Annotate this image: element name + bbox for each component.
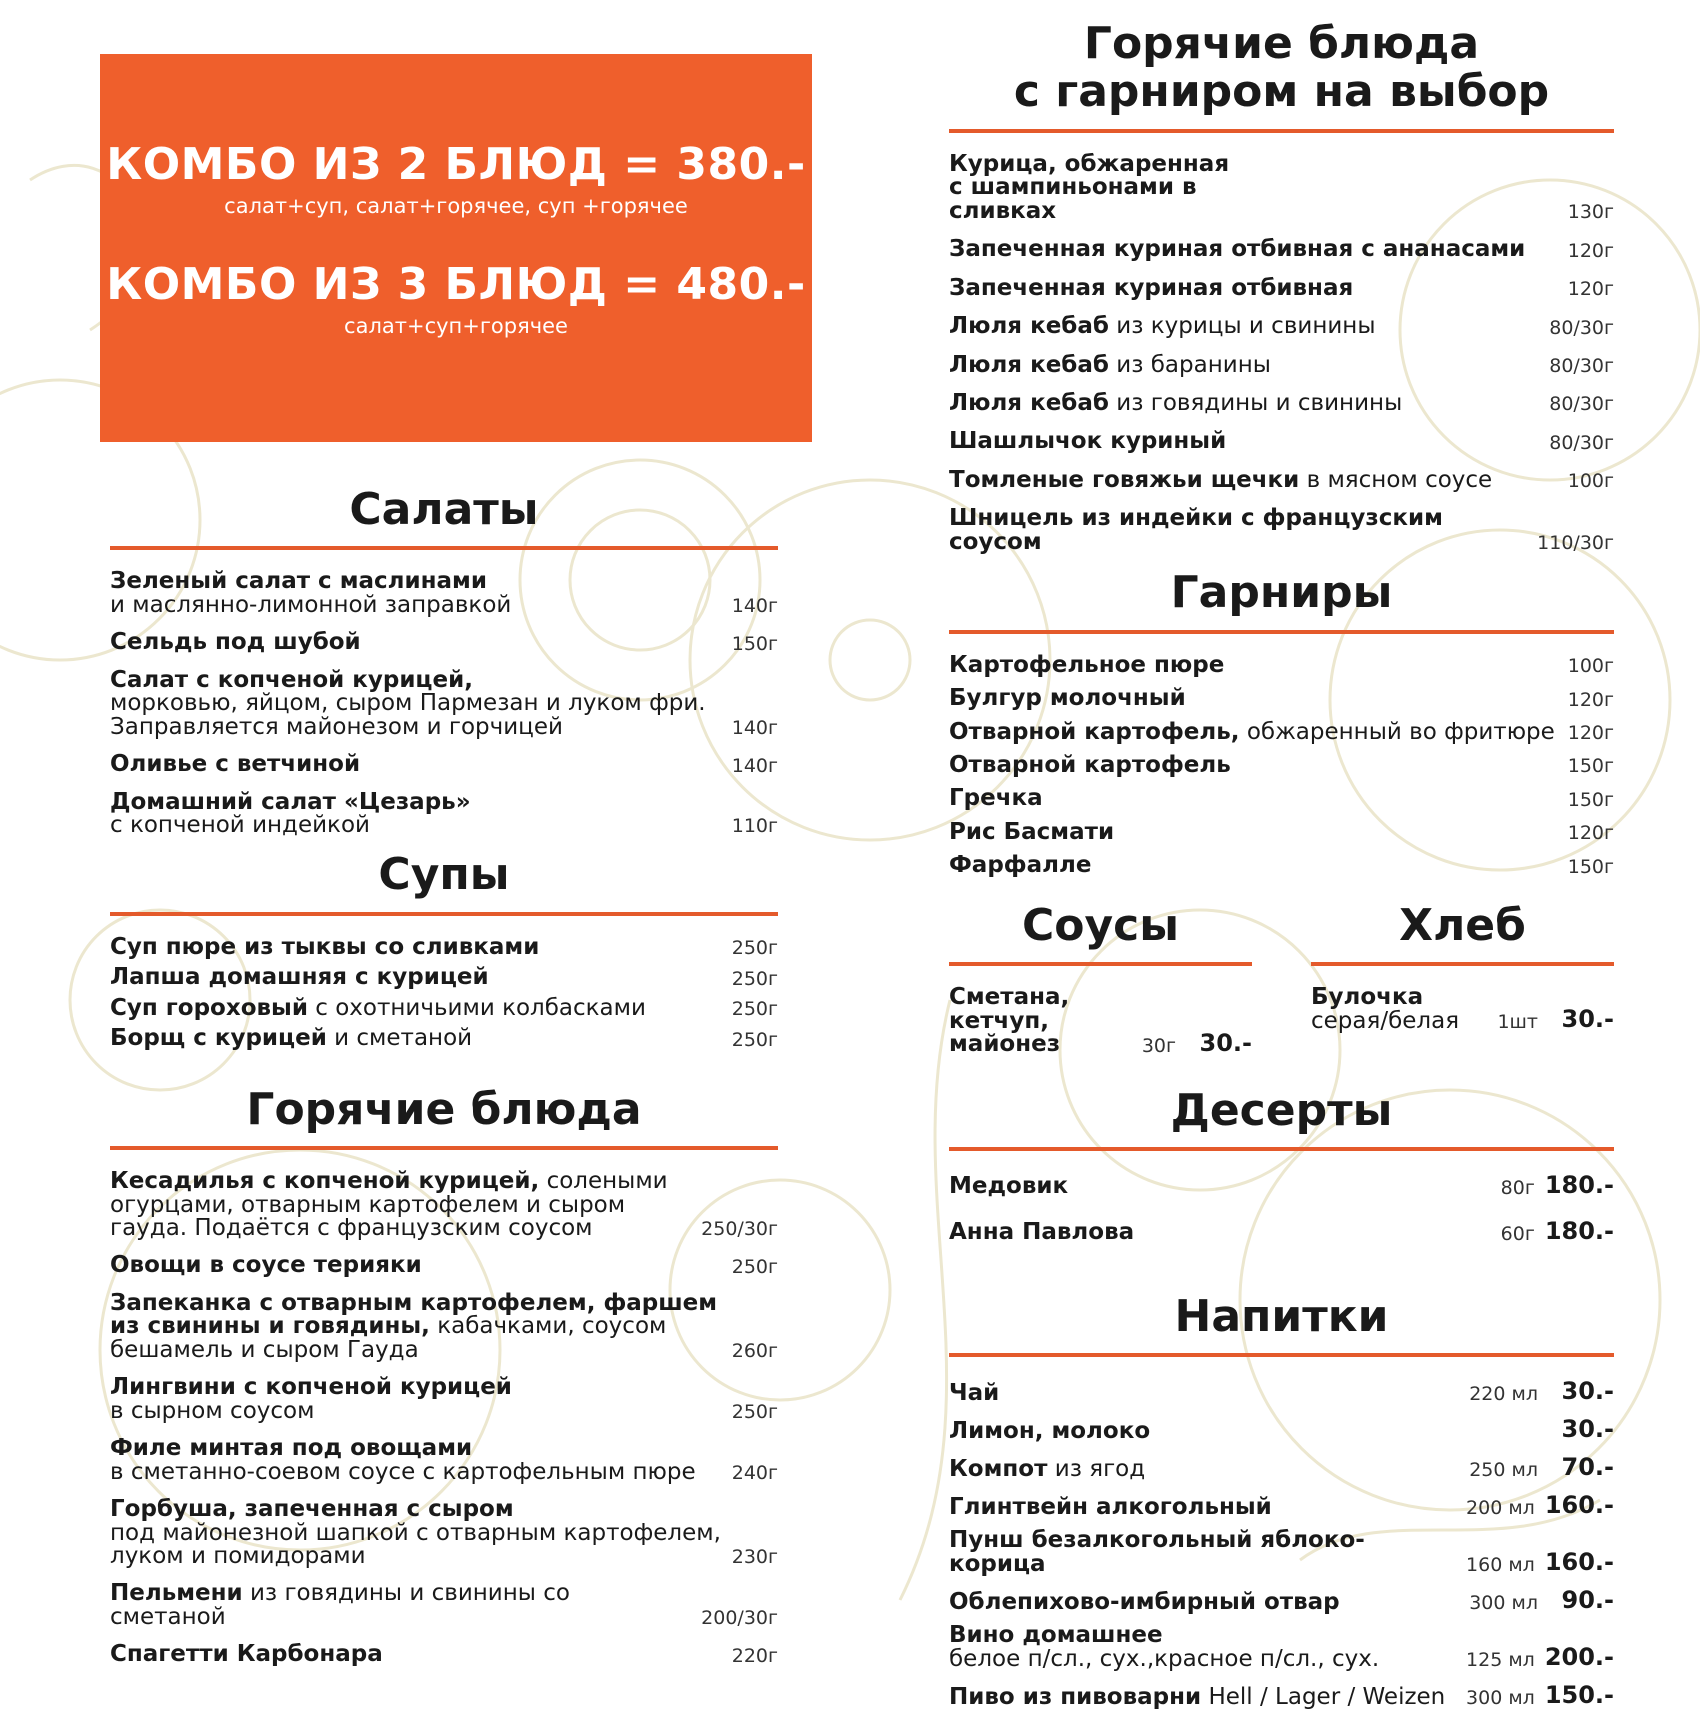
item-weight: 30г [1141,1034,1176,1057]
item-weight: 220 мл [1469,1383,1538,1406]
item-name: Салат с копченой курицей, [110,666,473,693]
sauces-block [949,899,1252,1071]
right-column [949,20,1614,1719]
item-name: Овощи в соусе терияки [110,1252,422,1279]
hot-with-side-title-line2: с гарниром на выбор [1013,66,1550,118]
item-weight: 80/30г [1549,431,1614,454]
item-desc: обжаренный во фритюре [1246,718,1555,745]
menu-item [110,1376,778,1423]
soups-rule [110,912,778,916]
item-weight: 250г [731,1401,778,1424]
soups-list [110,933,778,1052]
item-weight: 250г [731,998,778,1021]
item-name: Люля кебаб [949,351,1109,378]
item-desc: и сметаной [334,1025,473,1052]
item-name: Сельдь под шубой [110,629,361,656]
item-weight: 250 мл [1469,1459,1538,1482]
menu-item [110,1582,778,1629]
item-name: Курица, обжаренная с шампиньонами в сливках [949,150,1230,224]
item-weight: 300 мл [1466,1687,1535,1710]
menu-item [110,631,778,654]
sauces-title: Соусы [1021,899,1180,951]
item-name: Гречка [949,785,1043,812]
menu-item [949,687,1614,710]
menu-item [110,1027,778,1050]
item-name: Фарфалле [949,852,1092,879]
item-name: Спагетти Карбонара [110,1641,383,1668]
item-name: Вино домашнее [949,1622,1163,1649]
salads-rule [110,546,778,550]
item-weight: 100г [1567,655,1614,678]
item-name: Борщ с курицей [110,1025,327,1052]
menu-item [110,1289,778,1363]
menu-item [110,753,778,776]
menu-item [110,1254,778,1277]
item-weight: 220г [731,1644,778,1667]
menu-item [110,1643,778,1666]
item-weight: 260г [731,1340,778,1363]
menu-item [949,818,1614,845]
menu-item [110,966,778,989]
item-weight: 150г [1567,755,1614,778]
item-weight: 110/30г [1537,532,1614,555]
item-name: Запеканка с отварным картофелем, фаршем из свинины и говядины, [110,1289,718,1340]
combo-banner [100,54,812,442]
item-weight: 120г [1567,822,1614,845]
item-weight: 1шт [1497,1011,1538,1034]
item-desc: из говядины и свинины со сметаной [110,1580,570,1630]
sides-rule [949,630,1614,634]
left-column [106,54,806,1681]
combo-2-title: КОМБО ИЗ 2 БЛЮД = 380.- [106,139,806,190]
item-name: Отварной картофель [949,751,1231,778]
item-desc: Hell / Lager / Weizen [1208,1683,1446,1710]
combo-2-desc: салат+суп, салат+горячее, суп +горячее [224,194,688,219]
menu-item [949,986,1252,1056]
menu-item [949,1217,1614,1245]
item-weight: 120г [1567,721,1614,744]
item-weight: 150г [1567,788,1614,811]
item-price: 30.- [1199,1028,1252,1057]
hot-with-side-list [949,150,1614,555]
item-weight: 100г [1567,470,1614,493]
item-name: Компот [949,1455,1048,1482]
item-name: Домашний салат «Цезарь» [110,788,471,815]
item-weight: 230г [731,1546,778,1569]
item-name: Лингвини с копченой курицей [110,1374,512,1401]
menu-item [110,1498,778,1568]
item-weight: 120г [1567,278,1614,301]
menu-item [949,1586,1614,1614]
item-weight: 140г [731,595,778,618]
item-name: Филе минтая под овощами [110,1435,473,1462]
item-name: Оливье с ветчиной [110,751,361,778]
sides-list [949,651,1614,879]
menu-item [110,788,778,839]
item-name: Глинтвейн алкогольный [949,1493,1272,1520]
item-weight: 200/30г [701,1607,778,1630]
item-name: Отварной картофель, [949,718,1240,745]
sauces-bread-row [949,899,1614,1071]
item-name: Пельмени [110,1580,243,1607]
item-weight: 130г [1567,201,1614,224]
menu-item [949,466,1614,493]
item-weight: 250г [731,1028,778,1051]
item-weight: 140г [731,717,778,740]
item-desc: с копченой индейкой [110,812,370,839]
item-name: Пиво из пивоварни [949,1683,1202,1710]
item-weight: 150г [731,632,778,655]
item-price: 180.- [1544,1216,1614,1245]
item-weight: 120г [1567,688,1614,711]
item-name: Запеченная куриная отбивная [949,274,1354,301]
menu-item [949,751,1614,778]
item-weight: 160 мл [1466,1554,1535,1577]
item-name: Лапша домашняя с курицей [110,964,489,991]
item-name: Чай [949,1379,1000,1406]
item-name: Булгур молочный [949,685,1186,712]
hot-dishes-rule [110,1146,778,1150]
salads-title: Салаты [349,484,539,535]
item-desc: солеными огурцами, отварным картофелем и сыром гауда. Подаётся с французским соусом [110,1168,668,1241]
item-weight: 80г [1500,1176,1535,1199]
item-name: Картофельное пюре [949,651,1225,678]
item-price: 90.- [1561,1586,1614,1615]
item-desc: белое п/сл., сух.,красное п/сл., сух. [949,1645,1380,1672]
menu-item [949,854,1614,877]
menu-item [949,1453,1614,1481]
item-name: Кесадилья с копченой курицей, [110,1168,540,1195]
menu-item [949,787,1614,810]
desserts-list [949,1171,1614,1245]
item-desc: из говядины и свинины [1116,389,1403,416]
item-weight: 300 мл [1469,1592,1538,1615]
item-desc: под майонезной шапкой с отварным картофелем, луком и помидорами [110,1519,721,1569]
item-weight: 120г [1567,239,1614,262]
hot-dishes-list [110,1170,778,1667]
item-price: 30.- [1561,1005,1614,1034]
bread-rule [1311,962,1614,966]
menu-item [110,570,778,617]
menu-item [949,274,1614,301]
drinks-title: Напитки [1174,1290,1389,1342]
menu-item [949,351,1614,378]
menu-item [949,1415,1614,1443]
item-weight: 250г [731,937,778,960]
soups-title: Супы [378,849,510,901]
item-desc: из курицы и свинины [1116,313,1376,340]
item-weight: 60г [1500,1222,1535,1245]
item-weight: 240г [731,1462,778,1485]
menu-item [110,933,778,960]
item-weight: 140г [731,754,778,777]
item-name: Зеленый салат с маслинами [110,568,487,595]
item-name: Суп пюре из тыквы со сливками [110,933,540,960]
menu-item [949,1491,1614,1519]
menu-item [949,651,1614,678]
item-price: 160.- [1544,1491,1614,1520]
item-weight: 250/30г [701,1218,778,1241]
drinks-rule [949,1353,1614,1357]
item-name: Шницель из индейки с французским соусом [949,505,1443,555]
desserts-rule [949,1147,1614,1151]
item-price: 30.- [1561,1377,1614,1406]
item-weight: 110г [731,815,778,838]
item-weight: 150г [1567,855,1614,878]
item-price: 160.- [1544,1548,1614,1577]
item-name: Рис Басмати [949,818,1115,845]
item-name: Люля кебаб [949,389,1109,416]
bread-block [1311,899,1614,1071]
sides-title: Гарниры [1170,567,1393,619]
item-name: Шашлычок куриный [949,428,1227,455]
item-desc: из баранины [1116,351,1271,378]
menu-item [949,1681,1614,1709]
item-desc: в мясном соусе [1306,466,1493,493]
item-desc: из ягод [1054,1455,1146,1482]
item-name: Облепихово-имбирный отвар [949,1588,1340,1615]
menu-item [949,430,1614,453]
combo-3-desc: салат+суп+горячее [344,314,568,339]
desserts-title: Десерты [1170,1084,1393,1136]
menu-item [949,389,1614,416]
menu-item [110,666,778,740]
menu-item [949,507,1614,554]
item-weight: 200 мл [1466,1497,1535,1520]
item-name: Пунш безалкогольный яблоко-корица [949,1527,1365,1577]
hot-with-side-title-line1: Горячие блюда [1083,18,1480,69]
item-price: 200.- [1544,1643,1614,1672]
item-name: Анна Павлова [949,1219,1135,1246]
drinks-list [949,1377,1614,1709]
menu-item [949,718,1614,745]
item-weight: 250г [731,967,778,990]
item-name: Запеченная куриная отбивная с ананасами [949,236,1526,263]
hot-dishes-title: Горячие блюда [246,1083,642,1135]
menu-item [949,238,1614,261]
item-name: Булочка [1311,984,1424,1011]
menu-item [949,1171,1614,1199]
item-weight: 80/30г [1549,354,1614,377]
item-desc: и маслянно-лимонной заправкой [110,591,512,618]
item-price: 150.- [1544,1681,1614,1710]
item-weight: 80/30г [1549,393,1614,416]
menu-item [949,150,1614,224]
item-desc: с охотничьими колбасками [315,994,646,1021]
item-price: 70.- [1561,1453,1614,1482]
item-weight: 125 мл [1466,1649,1535,1672]
item-name: Суп гороховый [110,994,308,1021]
menu-item [949,315,1614,338]
item-desc: в сметанно-соевом соусе с картофельным пюре [110,1458,696,1485]
item-price: 180.- [1544,1170,1614,1199]
item-name: Томленые говяжьи щечки [949,466,1300,493]
menu-item [949,1377,1614,1405]
bread-title: Хлеб [1399,899,1526,951]
menu-item [110,1437,778,1484]
item-price: 30.- [1561,1415,1614,1444]
menu-item [110,994,778,1021]
item-name: Лимон, молоко [949,1417,1151,1444]
hot-with-side-rule [949,129,1614,133]
hot-with-side-title [949,20,1614,117]
item-desc: серая/белая [1311,1007,1460,1034]
menu-item [1311,986,1614,1033]
item-name: Медовик [949,1173,1069,1200]
combo-3-title: КОМБО ИЗ 3 БЛЮД = 480.- [106,259,806,311]
item-name: Сметана, кетчуп, майонез [949,984,1070,1058]
item-weight: 80/30г [1549,316,1614,339]
menu-item [949,1624,1614,1671]
item-name: Люля кебаб [949,313,1109,340]
item-name: Горбуша, запеченная с сыром [110,1496,514,1523]
menu-item [949,1529,1614,1576]
menu-item [110,1170,778,1240]
sauces-rule [949,962,1252,966]
item-weight: 250г [731,1255,778,1278]
salads-list [110,570,778,837]
item-desc: кабачками, соусом бешамель и сыром Гауда [110,1313,667,1363]
item-desc: в сырном соусом [110,1397,315,1424]
item-desc: морковью, яйцом, сыром Пармезан и луком фри. Заправляется майонезом и горчицей [110,690,706,740]
